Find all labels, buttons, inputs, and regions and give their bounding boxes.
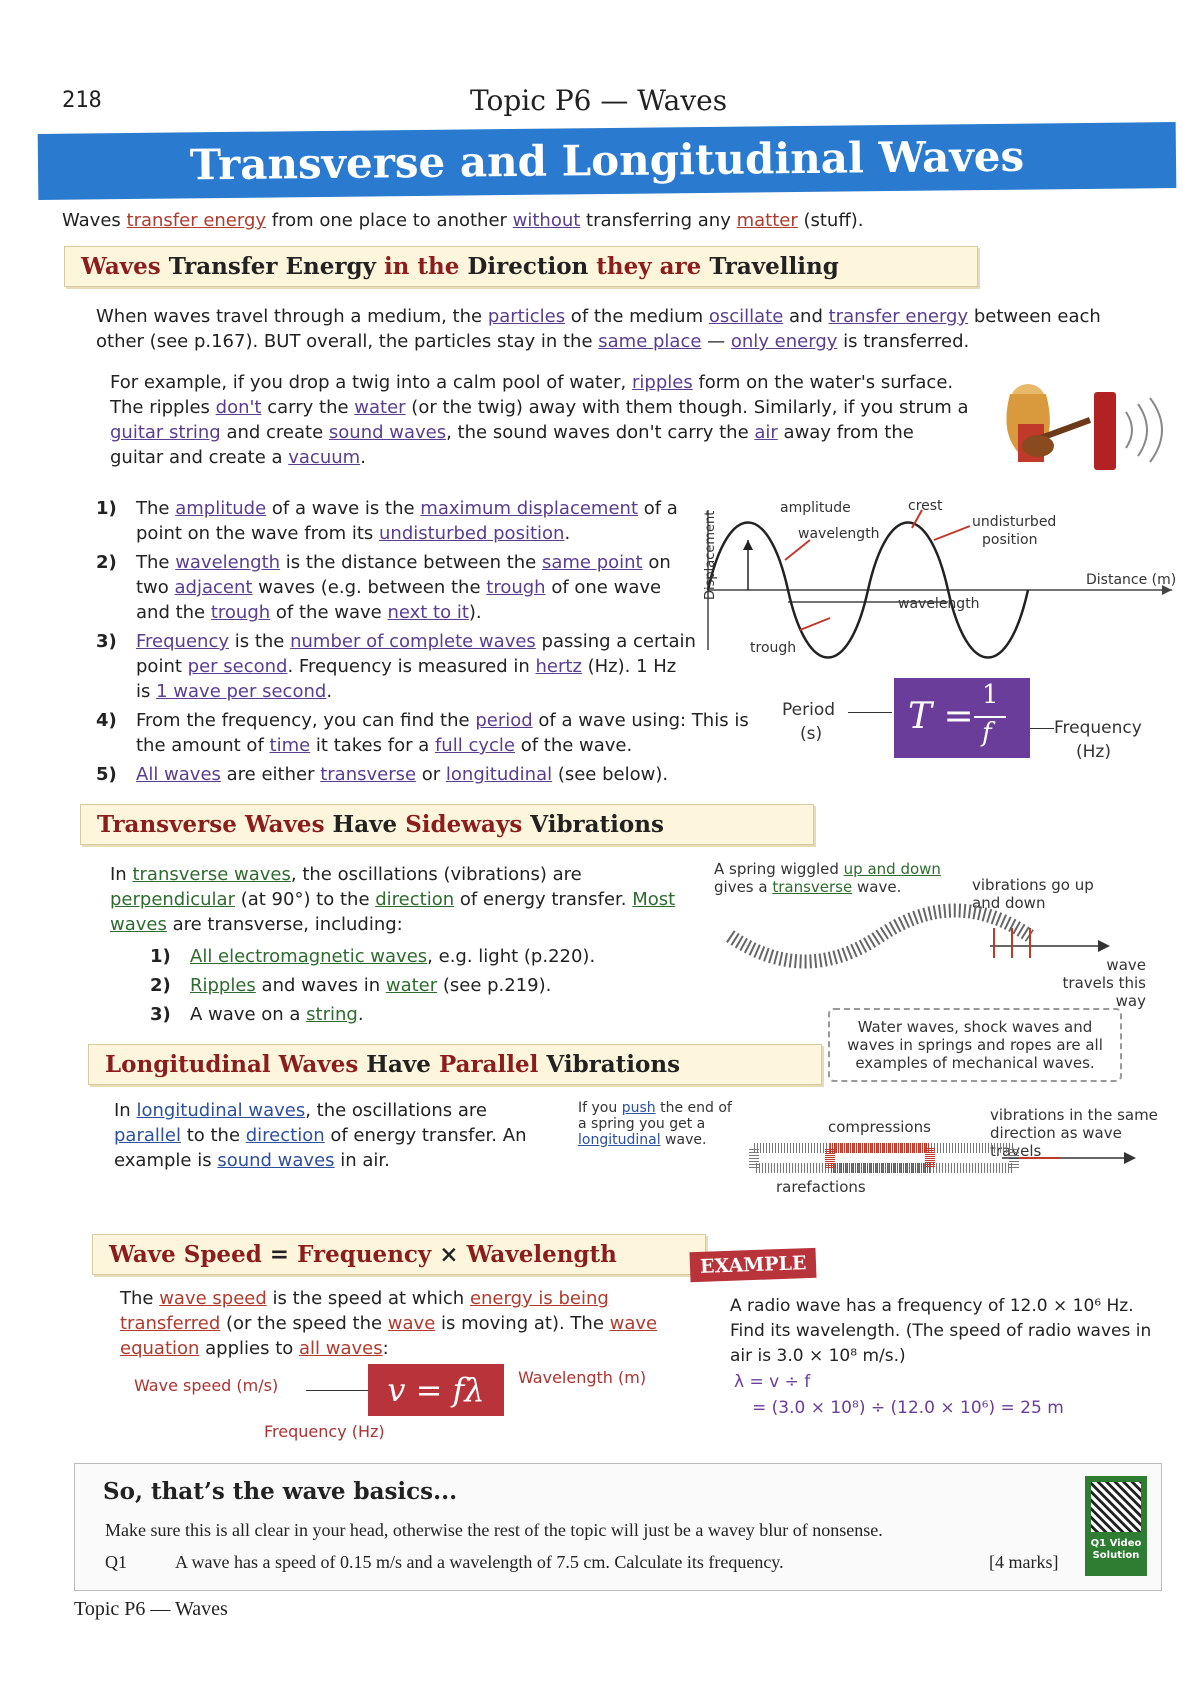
qr-panel[interactable] <box>1085 1476 1147 1576</box>
pointer-arrow <box>800 618 830 630</box>
section-heading-transverse: Transverse Waves Have Sideways Vibrations <box>80 804 814 845</box>
wavelength-label-top: wavelength <box>798 526 880 542</box>
s2-paragraph: In transverse waves, the oscillations (vibrations) are perpendicular (at 90°) to the direction of energy transfer. Most waves are transverse, including: <box>110 864 676 935</box>
s2-list <box>150 944 690 1031</box>
s1-paragraph-1: When waves travel through a medium, the particles of the medium oscillate and transfer energy between each other (see p.167). BUT overall, the particles stay in the same place — only energy is transferred. <box>96 306 1101 352</box>
topic-header: Topic P6 — Waves <box>470 84 728 117</box>
s1-paragraph-2: For example, if you drop a twig into a calm pool of water, ripples form on the water's surface. The ripples don't carry the water (or the twig) away with them though. Similarly, if you strum a guitar string and create sound waves, the sound waves don't carry the air away from the guitar and create a vacuum. <box>110 372 969 468</box>
list-item: 1) The amplitude of a wave is the maximum displacement of a point on the wave from its undisturbed position. <box>96 498 678 544</box>
wavelength-label-bottom: wavelength <box>898 596 980 612</box>
section-heading-longitudinal: Longitudinal Waves Have Parallel Vibrations <box>88 1044 822 1085</box>
section-heading-energy: Waves Transfer Energy in the Direction they are Travelling <box>64 246 978 287</box>
frequency-label: Frequency <box>1054 718 1142 738</box>
wavelength-unit-label: Wavelength (m) <box>518 1368 647 1387</box>
list-item: 2) The wavelength is the distance between the same point on two adjacent waves (e.g. between the trough of one wave and the trough of the wave next to it). <box>96 552 671 623</box>
sound-wave-icon-2 <box>1138 404 1147 456</box>
mechanical-waves-note: Water waves, shock waves and waves in springs and ropes are all examples of mechanical waves. <box>828 1008 1122 1082</box>
period-unit: (s) <box>800 724 823 744</box>
section-heading-wave-speed: Wave Speed = Frequency × Wavelength <box>92 1234 706 1275</box>
travel-note: wave travels this way <box>1062 956 1146 1010</box>
list-item: 1) All electromagnetic waves, e.g. light (p.220). <box>150 946 596 967</box>
s3-paragraph: In longitudinal waves, the oscillations are parallel to the direction of energy transfer. An example is sound waves in air. <box>114 1100 527 1171</box>
longitudinal-spring-diagram <box>740 1140 1140 1176</box>
amplifier-icon <box>1094 392 1116 470</box>
question-text: A wave has a speed of 0.15 m/s and a wavelength of 7.5 cm. Calculate its frequency. <box>175 1552 784 1572</box>
list-item: 5) All waves are either transverse or longitudinal (see below). <box>96 764 669 785</box>
period-label: Period <box>782 700 836 720</box>
connector-line <box>306 1390 368 1391</box>
question-number: Q1 <box>105 1552 127 1572</box>
distance-label: Distance (m) <box>1086 572 1177 588</box>
fraction-numerator: 1 <box>982 680 999 710</box>
example-tag: EXAMPLE <box>690 1248 817 1282</box>
list-item: 4) From the frequency, you can find the period of a wave using: This is the amount of time it takes for a full cycle of the wave. <box>96 710 749 756</box>
list-item: 3) A wave on a string. <box>150 1004 364 1025</box>
amplitude-label: amplitude <box>780 500 851 516</box>
example-step-2: = (3.0 × 10⁸) ÷ (12.0 × 10⁶) = 25 m <box>752 1398 1064 1418</box>
trough-label: trough <box>750 640 797 656</box>
example-question: A radio wave has a frequency of 12.0 × 10⁶ Hz. Find its wavelength. (The speed of radio waves in air is 3.0 × 10⁸ m/s.) <box>730 1296 1152 1366</box>
list-item: 2) Ripples and waves in water (see p.219). <box>150 975 552 996</box>
compression-region <box>830 1148 930 1168</box>
sound-wave-icon <box>1126 412 1132 448</box>
wave-speed-label: Wave speed (m/s) <box>134 1376 279 1395</box>
connector-line <box>1030 728 1054 729</box>
spring-note: A spring wiggled up and down gives a transverse wave. <box>714 860 941 896</box>
s4-paragraph: The wave speed is the speed at which energy is being transferred (or the speed the wave is moving at). The wave equation applies to all waves: <box>120 1288 658 1359</box>
fraction-denominator: f <box>982 718 992 748</box>
frequency-unit: (Hz) <box>1076 742 1111 762</box>
guitarist-illustration <box>990 372 1180 482</box>
intro-text: Waves transfer energy from one place to another without transferring any matter (stuff). <box>62 210 864 231</box>
s1-list <box>96 496 749 791</box>
pointer-arrow <box>934 526 970 540</box>
position-label: position <box>982 532 1038 548</box>
page-number: 218 <box>62 88 102 113</box>
connector-line <box>848 712 892 713</box>
crest-label: crest <box>908 500 943 514</box>
wave-equation-box: v = fλ <box>368 1364 504 1416</box>
push-note: If you push the end of a spring you get a longitudinal wave. <box>578 1100 732 1148</box>
list-item: 3) Frequency is the number of complete waves passing a certain point per second. Frequency is measured in hertz (Hz). 1 Hz is 1 wave per second. <box>96 631 696 702</box>
amplitude-arrow-icon <box>743 540 753 550</box>
guitar-body <box>1022 435 1054 457</box>
page-title: Transverse and Longitudinal Waves <box>38 122 1177 200</box>
travel-arrow-icon <box>1124 1152 1136 1164</box>
compressions-label: compressions <box>828 1118 931 1136</box>
example-step-1: λ = v ÷ f <box>734 1372 811 1392</box>
rarefactions-label: rarefactions <box>776 1178 866 1196</box>
question-marks: [4 marks] <box>989 1552 1059 1572</box>
page-footer: Topic P6 — Waves <box>74 1598 228 1620</box>
travel-arrow-icon <box>1098 940 1110 952</box>
displacement-label: Displacement <box>703 510 718 600</box>
spring-shape <box>730 911 1030 962</box>
undisturbed-label: undisturbed <box>972 514 1057 530</box>
qr-code-icon <box>1091 1482 1141 1532</box>
summary-line: Make sure this is all clear in your head, otherwise the rest of the topic will just be a wavey blur of nonsense. <box>105 1520 883 1540</box>
longitudinal-vibration-note: vibrations in the same direction as wave travels <box>990 1106 1158 1160</box>
qr-label: Q1 Video Solution <box>1090 1538 1142 1561</box>
period-formula-box: T = 1 f <box>894 678 1030 758</box>
wave-diagram <box>690 500 1180 660</box>
pointer-arrow <box>785 540 810 560</box>
summary-box <box>74 1463 1162 1591</box>
summary-title: So, that’s the wave basics... <box>103 1478 458 1505</box>
vibration-note: vibrations go up and down <box>972 876 1094 912</box>
transverse-spring-diagram <box>700 900 1120 980</box>
sound-wave-icon-3 <box>1150 398 1162 462</box>
frequency-unit-label: Frequency (Hz) <box>264 1422 385 1441</box>
